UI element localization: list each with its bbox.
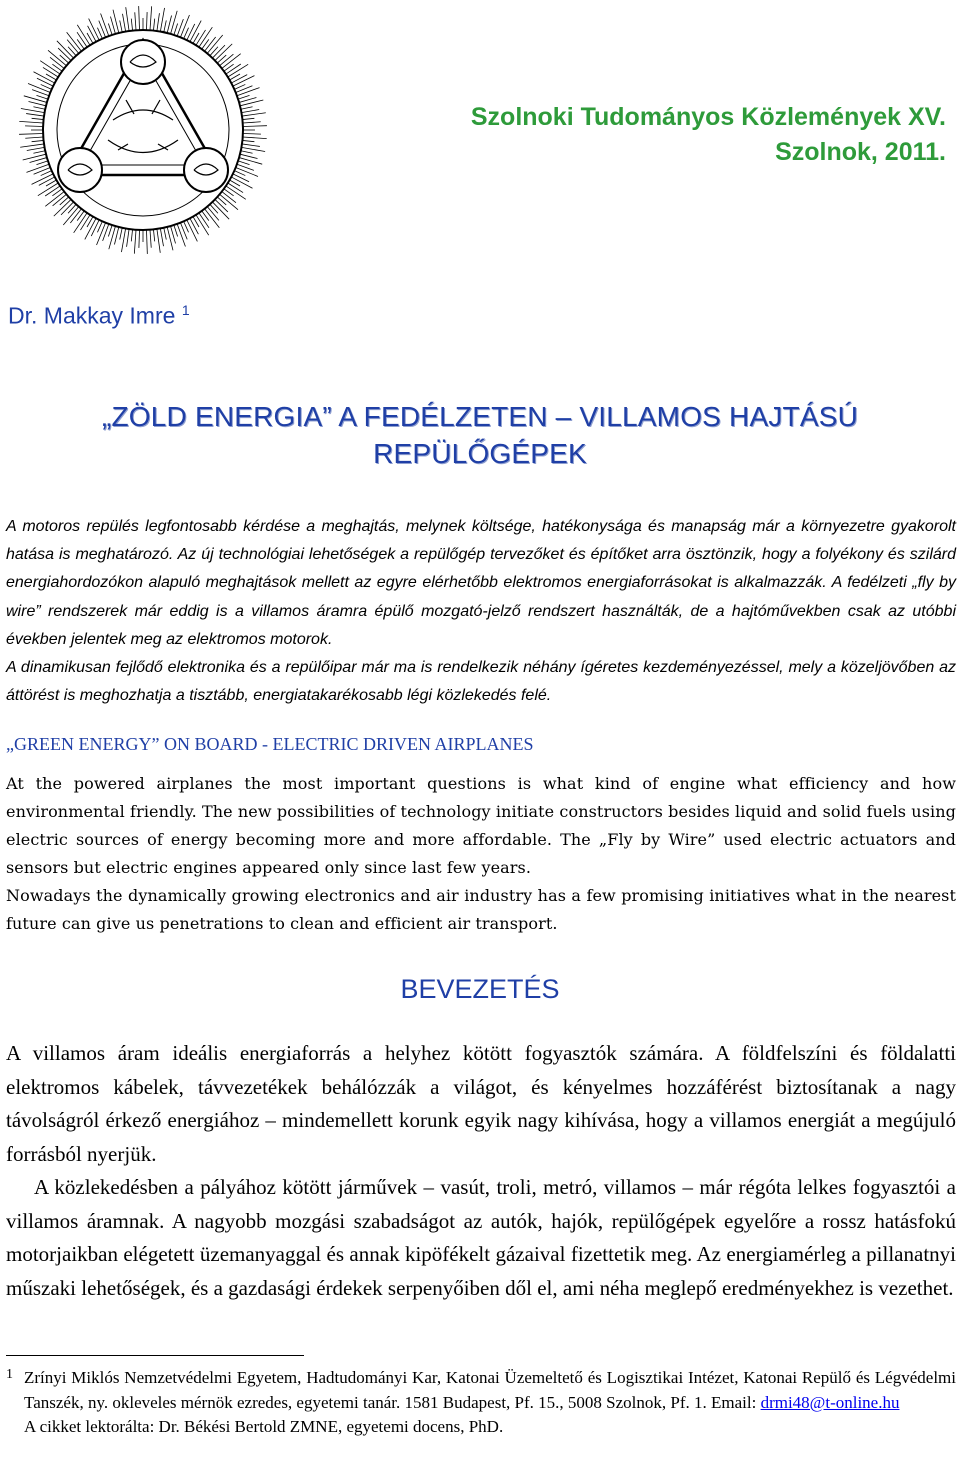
journal-place-year: Szolnok, 2011. <box>775 138 946 166</box>
seal-ray <box>97 28 102 39</box>
seal-ray <box>231 75 247 83</box>
seal-ray <box>126 7 129 31</box>
journal-name: Szolnoki Tudományos Közlemények XV. <box>470 103 946 131</box>
seal-ray <box>123 14 126 32</box>
seal-ray <box>238 95 249 99</box>
journal-seal-logo <box>18 0 268 258</box>
seal-ray <box>239 158 262 165</box>
seal-ray <box>39 177 55 185</box>
journal-header <box>386 100 946 170</box>
seal-ray <box>243 122 261 123</box>
seal-ray <box>228 183 243 193</box>
body-paragraph-1: A villamos áram ideális energiaforrás a helyhez kötött fogyasztók számára. A földfelszíni és földalatti elektromos kábelek, távvezetékek behálózzák a világot, és kényelmes hozzáférést biztosítanak a nagy távolságról érkező energiához – mindemellett korunk egyik nagy kihívása, hogy a villamos energiát a megújuló forrásból nyerjük. <box>6 1041 956 1166</box>
body-text <box>6 1037 956 1305</box>
footnote-reviewer: A cikket lektorálta: Dr. Békési Bertold ZMNE, egyetemi docens, PhD. <box>24 1417 504 1436</box>
section-heading: BEVEZETÉS <box>400 974 560 1004</box>
seal-ray <box>32 140 44 141</box>
seal-ray <box>80 215 90 230</box>
seal-ray <box>233 174 249 182</box>
seal-ray <box>160 228 163 246</box>
seal-ray <box>241 110 259 113</box>
seal-ray <box>134 230 136 254</box>
seal-ray <box>21 108 45 112</box>
seal-ray <box>61 202 74 215</box>
abstract-en-paragraph-2: Nowadays the dynamically growing electronics and air industry has a few promising initiatives what in the nearest future can give us penetrations to clean and efficient air transport. <box>6 886 956 933</box>
seal-ray <box>222 192 236 203</box>
seal-ray <box>67 40 79 54</box>
seal-ray <box>242 144 260 147</box>
seal-ray <box>243 126 267 127</box>
seal-ray <box>60 197 69 205</box>
seal-ray <box>180 223 187 240</box>
seal-ray <box>24 96 47 103</box>
seal-ray <box>28 84 50 93</box>
seal-ray <box>236 86 253 93</box>
seal-ray <box>240 154 257 158</box>
seal-ray <box>174 225 178 236</box>
seal-ray <box>25 137 43 138</box>
paper-title <box>0 398 960 472</box>
seal-ray <box>157 229 160 253</box>
seal-ray <box>210 204 218 213</box>
seal-ray <box>127 229 130 247</box>
seal-ray <box>131 229 132 241</box>
seal-ray <box>174 23 178 34</box>
seal-ray <box>34 167 51 174</box>
footnote-affiliation <box>24 1366 956 1415</box>
body-paragraph-2: A közlekedésben a pályához kötött járművek – vasút, troli, metró, villamos – már régóta lelkes fogyasztói a villamos áramnak. A nagyobb mozgási szabadságot az autók, hajók, repülőgépek egyelőre a rossz hatásfokú motorjaikban elégetett üzemanyaggal és annak kipöfékelt gázaival fizettetik meg. Az energiamérleg a pillanatnyi műszaki lehetőségek, és a gazdasági érdekek serpenyőiben dől el, ami néha meglepő eredményekhez is vezethet. <box>6 1175 956 1300</box>
seal-ray <box>177 224 185 247</box>
seal-ray <box>131 19 132 31</box>
seal-ray <box>68 47 76 56</box>
seal-ray <box>243 133 261 134</box>
seal-ray <box>37 78 53 86</box>
seal-ray <box>103 224 109 241</box>
footnote-number: 1 <box>6 1367 13 1382</box>
seal-ray <box>33 151 45 153</box>
seal-ray <box>139 6 140 30</box>
seal-ray <box>60 55 69 63</box>
seal-ray <box>36 95 47 99</box>
seal-ray <box>164 228 166 240</box>
seal-ray <box>217 55 226 63</box>
abstract-english <box>6 770 956 938</box>
seal-ray <box>50 57 64 68</box>
seal-ray <box>58 48 71 61</box>
seal-ray <box>212 45 225 58</box>
seal-ray <box>226 64 241 74</box>
seal-ray <box>97 223 106 245</box>
author-line <box>8 302 190 330</box>
seal-ray <box>97 221 102 232</box>
seal-ray <box>180 15 189 37</box>
author-name: Dr. Makkay Imre <box>8 302 176 329</box>
seal-ray <box>26 164 49 172</box>
seal-ray <box>88 26 96 42</box>
seal-ray <box>234 171 245 176</box>
seal-ray <box>241 151 253 153</box>
footnote-affiliation-text: Zrínyi Miklós Nemzetvédelmi Egyetem, Hadtudományi Kar, Katonai Üzemeltető és Logisztikai Intézet, Katonai Repülő és Légvédelmi Tanszék, ny. okleveles mérnök ezredes, egyetemi tanár. 1581 Budapest, Pf. 15., 5008 Szolnok, Pf. 1. Email: <box>24 1368 956 1412</box>
seal-ray <box>25 126 43 127</box>
seal-ray <box>27 147 45 150</box>
seal-ray <box>26 114 44 117</box>
seal-ray <box>109 226 116 249</box>
seal-ray <box>99 21 106 38</box>
seal-ray <box>187 24 195 40</box>
seal-ray <box>146 230 147 254</box>
seal-ray <box>215 199 228 212</box>
seal-ray <box>108 225 112 236</box>
seal-ray <box>20 144 44 147</box>
seal-ray <box>153 19 154 31</box>
seal-ray <box>199 213 209 228</box>
seal-ray <box>184 28 189 39</box>
seal-ray <box>108 23 112 34</box>
seal-ray <box>242 140 254 141</box>
paper-title-line-2: REPÜLŐGÉPEK <box>373 438 587 469</box>
seal-ray <box>101 13 109 36</box>
seal-ray <box>236 167 258 176</box>
seal-ray <box>114 227 118 244</box>
seal-ray <box>135 12 136 30</box>
seal-ray <box>153 229 154 241</box>
abstract-hu-paragraph-2: A dinamikusan fejlődő elektronika és a repülőipar már ma is rendelkezik néhány ígéretes kezdeményezéssel, mely a közeljövőben az áttörést is meghozhatja a tisztább, energiatakarékosabb légi közlekedés felé. <box>6 659 956 705</box>
seal-ray <box>241 107 253 109</box>
paper-title-line-1: „ZÖLD ENERGIA” A FEDÉLZETEN – VILLAMOS HAJTÁSÚ <box>101 401 859 432</box>
seal-ray <box>45 186 60 196</box>
seal-ray <box>70 209 81 223</box>
footnote-email-link[interactable]: drmi48@t-online.hu <box>760 1392 900 1412</box>
seal-ray <box>167 16 171 33</box>
seal-ray <box>29 101 46 105</box>
abstract-hungarian <box>6 513 956 710</box>
seal-ray <box>32 90 49 96</box>
seal-ray <box>237 164 254 170</box>
abstract-hu-paragraph-1: A motoros repülés legfontosabb kérdése a meghajtás, melynek költsége, hatékonysága és manapság már a környezetre gyakorolt hatása is meghatározó. Az új technológiai lehetőségek a repülőgép tervezőket és építőket arra ösztönzik, hogy a folyékony és szilárd energiahordozókon alapuló meghajtások mellett az egyre elérhetőbb elektromos energiaforrásokat is alkalmazzák. A fedélzeti „fly by wire” rendszerek már eddig is a villamos áramra épülő mozgató-jelző rendszert használták, de a hajtóművekben csak az utóbbi években jelentek meg az elektromos motorok. <box>6 518 956 648</box>
seal-ray <box>91 220 99 236</box>
seal-ray <box>184 221 189 232</box>
seal-ray <box>120 228 122 240</box>
seal-ray <box>32 118 44 119</box>
seal-ray <box>53 194 67 206</box>
seal-ray <box>171 11 178 34</box>
seal-ray <box>220 54 234 66</box>
seal-ray <box>237 88 260 96</box>
seal-ray <box>19 133 43 134</box>
seal-ray <box>36 161 47 165</box>
seal-ray <box>242 118 254 119</box>
seal-ray <box>41 84 52 89</box>
seal-ray <box>205 37 216 51</box>
seal-ray <box>150 6 152 30</box>
seal-ray <box>120 20 122 32</box>
seal-ray <box>121 228 125 252</box>
seal-ray <box>77 32 87 47</box>
seal-ray <box>242 113 266 116</box>
footnote <box>6 1366 956 1440</box>
seal-ray <box>139 230 140 248</box>
footnote-divider <box>6 1355 304 1356</box>
seal-ray <box>157 13 160 31</box>
seal-ray <box>177 19 183 36</box>
seal-ray <box>150 230 151 248</box>
seal-ray <box>33 107 45 109</box>
seal-ray <box>238 161 249 165</box>
seal-ray <box>19 121 43 123</box>
author-footnote-mark: 1 <box>181 302 190 318</box>
seal-ray <box>243 137 267 139</box>
abstract-en-paragraph-1: At the powered airplanes the most important questions is what kind of engine what efficiency and how environmental friendly. The new possibilities of technology initiate constructors besides liquid and solid fuels using electric sources of energy becoming more and more affordable. The „Fly by Wire” used electric actuators and sensors but electric engines appeared only since last few years. <box>6 774 956 877</box>
seal-ray <box>207 207 219 221</box>
seal-ray <box>190 218 198 234</box>
seal-ray <box>41 171 52 176</box>
seal-ray <box>146 12 147 30</box>
seal-ray <box>164 20 166 32</box>
seal-ray <box>68 204 76 213</box>
seal-ray <box>210 47 218 56</box>
seal-ray <box>43 67 58 77</box>
seal-ray <box>160 8 164 32</box>
seal-ray <box>241 147 265 151</box>
english-title: „GREEN ENERGY” ON BOARD - ELECTRIC DRIVEN AIRPLANES <box>6 734 534 754</box>
seal-ray <box>217 197 226 205</box>
seal-ray <box>196 30 206 45</box>
seal-ray <box>234 84 245 89</box>
